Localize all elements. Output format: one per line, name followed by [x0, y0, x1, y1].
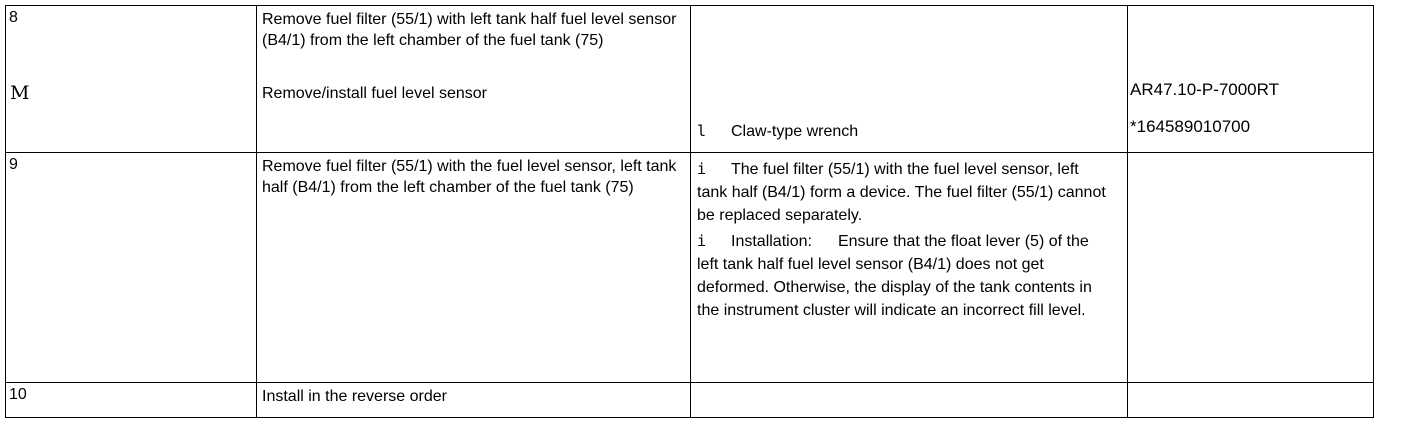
step-number-cell: [6, 153, 257, 383]
tool-name: Claw-type wrench: [731, 123, 859, 140]
step-action-text: Remove fuel filter (55/1) with the fuel level sensor, left tank half (B4/1) from the left chamber of the fuel tank (75): [262, 158, 677, 196]
reference-cell: [1128, 383, 1374, 418]
reference-cell: [1128, 153, 1374, 383]
notes-cell: [691, 153, 1128, 383]
info-note: [691, 153, 1127, 227]
reference-cell: [1128, 6, 1374, 153]
step-number-cell: [6, 383, 257, 418]
step-number-cell: [6, 6, 257, 153]
action-cell: [257, 153, 691, 383]
table-row-step-10: [6, 383, 1374, 418]
tool-bullet-icon: l: [697, 122, 707, 140]
info-icon: i: [697, 232, 707, 250]
installation-label: Installation:: [731, 233, 812, 250]
action-cell: [257, 6, 691, 153]
notes-cell: [691, 6, 1128, 153]
step-action-text: Install in the reverse order: [262, 388, 447, 405]
notes-cell: [691, 383, 1128, 418]
info-note-text: Ensure that the float lever (5) of the left tank half fuel level sensor (B4/1) does not get deformed. Otherwise, the display of the tank contents in the instrument cluster will indicate an incorrect fill level.: [697, 233, 1092, 319]
step-number: 10: [9, 386, 27, 403]
procedure-table: [5, 5, 1374, 418]
step-number: 8: [9, 9, 18, 26]
info-note-text: The fuel filter (55/1) with the fuel level sensor, left tank half (B4/1) form a device. The fuel filter (55/1) cannot be replaced separately.: [697, 161, 1106, 224]
step-action-text: Remove fuel filter (55/1) with left tank half fuel level sensor (B4/1) from the left chamber of the fuel tank (75): [262, 11, 677, 49]
document-reference-link[interactable]: AR47.10-P-7000RT: [1130, 80, 1279, 99]
info-note: [691, 227, 1127, 322]
part-number-reference[interactable]: *164589010700: [1130, 117, 1251, 136]
sub-action-text: Remove/install fuel level sensor: [262, 85, 487, 102]
tool-line: [697, 121, 858, 142]
action-cell: [257, 383, 691, 418]
monitoring-marker-icon: M: [10, 82, 30, 104]
info-icon: i: [697, 160, 707, 178]
table-row-step-9: [6, 153, 1374, 383]
table-row-step-8: [6, 6, 1374, 153]
step-number: 9: [9, 156, 18, 173]
